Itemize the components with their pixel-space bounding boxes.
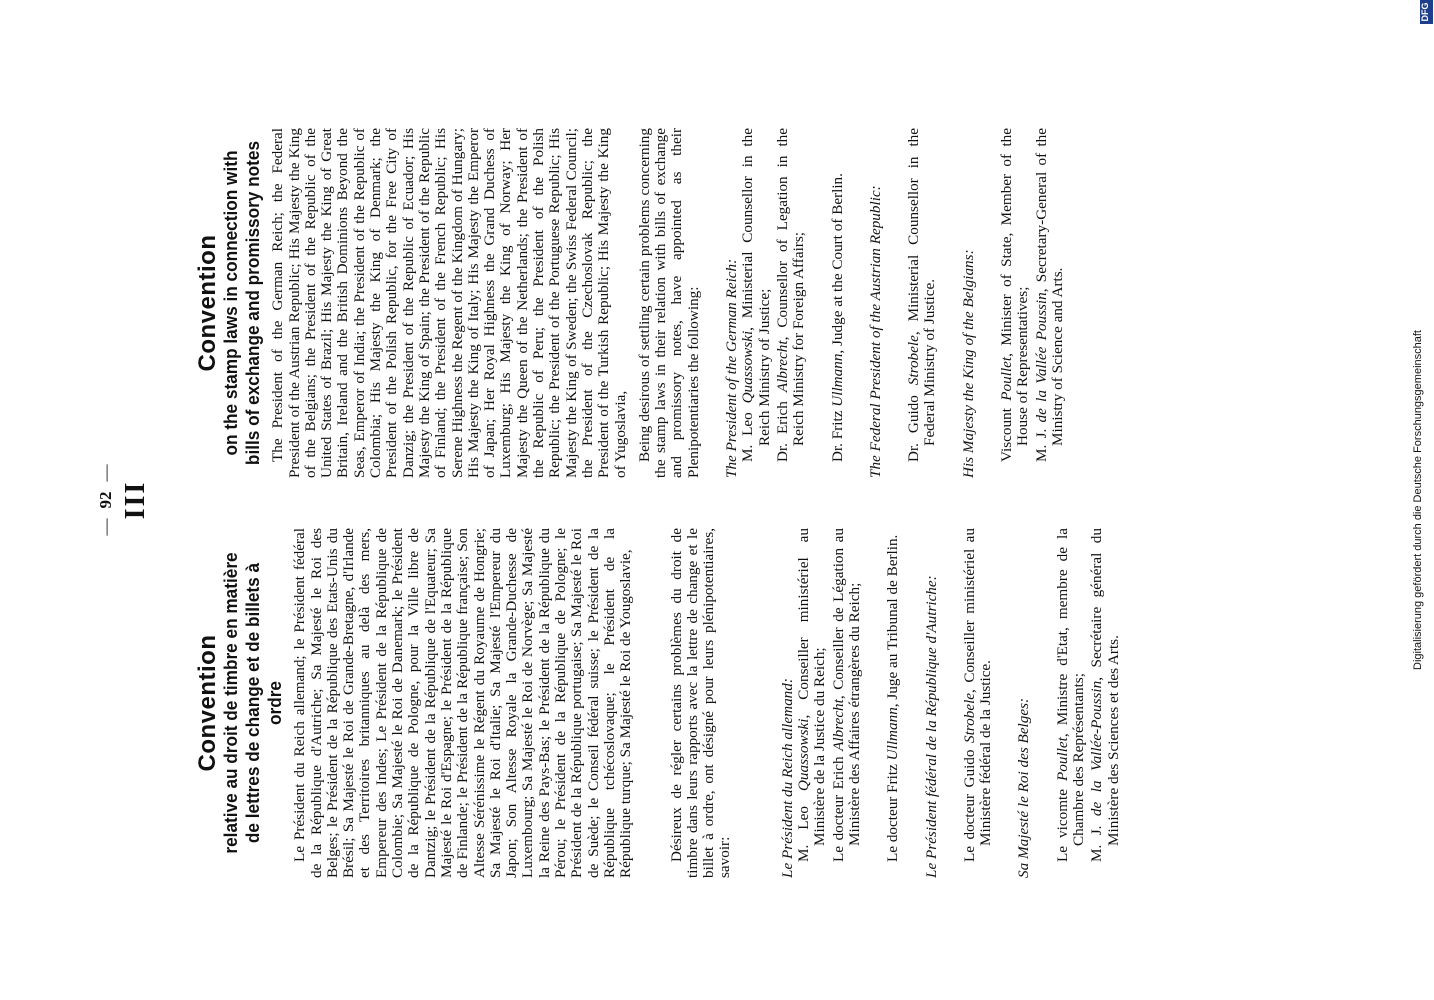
french-plenipotentiary: Le docteur Guido Strobele, Conseiller ministériel au Ministère fédéral de la Justice.	[960, 527, 995, 862]
french-subtitle: relative au droit de timbre en matière de lettres de change et de billets à ordre	[220, 552, 286, 854]
english-subtitle: on the stamp laws in connection with bills of exchange and promissory notes	[220, 140, 264, 466]
french-group-heading: Le Président du Reich allemand:	[778, 678, 796, 878]
english-plenipotentiary: Viscount Poullet, Minister of State, Member of the House of Representatives;	[997, 128, 1032, 462]
page-number: —92—	[96, 464, 115, 536]
dfg-logo: DFG	[1420, 0, 1433, 24]
english-title: Convention	[194, 234, 221, 372]
french-group-heading: Sa Majesté le Roi des Belges:	[1015, 697, 1033, 878]
french-plenipotentiary: M. J. de la Vallée-Poussin, Secrétaire général du Ministère des Sciences et des Arts.	[1088, 528, 1122, 862]
english-plenipotentiary: M. J. de la Vallée Poussin, Secretary-General of the Ministry of Science and Arts.	[1032, 127, 1066, 462]
english-group-heading: The Federal President of the Austrian Republic:	[866, 185, 884, 478]
french-plenipotentiary: Le docteur Erich Albrecht, Conseiller de Légation au Ministère des Affaires étrangères du Reich;	[829, 528, 863, 862]
english-plenipotentiary: M. Leo Quassowski, Ministerial Counsellor in the Reich Ministry of Justice;	[739, 128, 773, 462]
english-plenipotentiary: Dr. Guido Strobele, Ministerial Counsellor in the Federal Ministry of Justice.	[905, 128, 939, 462]
english-plenipotentiary: Dr. Erich Albrecht, Counsellor of Legation in the Reich Ministry for Foreign Affairs;	[773, 128, 808, 462]
digitization-note: Digitalisierung gefördert durch die Deutsche Forschungsgemeinschaft	[1412, 330, 1424, 670]
english-plenipotentiary: Dr. Fritz Ullmann, Judge at the Court of Berlin.	[828, 173, 846, 462]
section-number: III	[120, 480, 151, 520]
french-desirous-paragraph: Désireux de régler certains problèmes du droit de timbre dans leurs rapports avec la lettre de change et le billet à ordre, ont désigné pour leurs plénipotentiaires, savoir:	[667, 528, 734, 878]
english-group-heading: The President of the German Reich:	[723, 258, 741, 478]
french-title: Convention	[194, 634, 221, 772]
english-group-heading: His Majesty the King of the Belgians:	[959, 249, 977, 478]
french-plenipotentiary: Le docteur Fritz Ullmann, Juge au Tribunal de Berlin.	[884, 534, 902, 862]
french-plenipotentiary: Le vicomte Poullet, Ministre d'Etat, membre de la Chambre des Représentants;	[1053, 528, 1087, 862]
page-number-value: 92	[96, 491, 115, 509]
french-plenipotentiary: M. Leo Quassowski, Conseiller ministériel au Ministère de la Justice du Reich;	[795, 527, 829, 862]
french-preamble: Le Président du Reich allemand; le Président fédéral de la République d'Autriche; Sa Majesté le Roi des Belges; le Président de la République des Etats-Unis du Brésil; Sa Majesté le Roi de Grande-Bretagne, d'Irlande et des Territoires britanniques au delà des mers, Empereur des Indes; Le Président de la République de Colombie; Sa Majesté le Roi de Danemark; le Président de la République de Pologne, pour la Ville libre de Dantzig; le Président de la République de l'Equateur; Sa Majesté le Roi d'Espagne; le Président de la République de Finlande; le Président de la République française; Son Altesse Sérénissime le Régent du Royaume de Hongrie; Sa Majesté le Roi d'Italie; Sa Majesté l'Empereur du Japon; Son Altesse Royale la Grande-Duchesse de Luxembourg; Sa Majesté le Roi de Norvège; Sa Majesté la Reine des Pays-Bas; le Président de la République du Pérou; le Président de la République de Pologne; le Président de la République portugaise; Sa Majesté le Roi de Suède; le Conseil fédéral suisse; le Président de la République tchécoslovaque; le Président de la République turque; Sa Majesté le Roi de Yougoslavie,	[291, 528, 635, 878]
french-column	[194, 527, 1122, 878]
english-desirous-paragraph: Being desirous of settling certain problems concerning the stamp laws in their relation with bills of exchange and promissory notes, have appointed as their Plenipotentiaries the following:	[635, 128, 702, 478]
english-preamble: The President of the German Reich; the Federal President of the Austrian Republic; His Majesty the King of the Belgians; the President of the Republic of the United States of Brazil; His Majesty the King of Great Britain, Ireland and the British Dominions Beyond the Seas, Emperor of India; the President of the Republic of Colombia; His Majesty the King of Denmark; the President of the Polish Republic, for the Free City of Danzig; the President of the Republic of Ecuador; His Majesty the King of Spain; the President of the Republic of Finland; the President of the French Republic; His Serene Highness the Regent of the Kingdom of Hungary; His Majesty the King of Italy; His Majesty the Emperor of Japan; Her Royal Highness the Grand Duchess of Luxemburg; His Majesty the King of Norway; Her Majesty the Queen of the Netherlands; the President of the Republic of Peru; the President of the Polish Republic; the President of the Portuguese Republic; His Majesty the King of Sweden; the Swiss Federal Council; the President of the Czechoslovak Republic; the President of the Turkish Republic; His Majesty the King of Yugoslavia,	[269, 128, 629, 478]
french-group-heading: Le Président fédéral de la République d'Autriche:	[922, 575, 940, 878]
english-column	[194, 127, 1066, 478]
